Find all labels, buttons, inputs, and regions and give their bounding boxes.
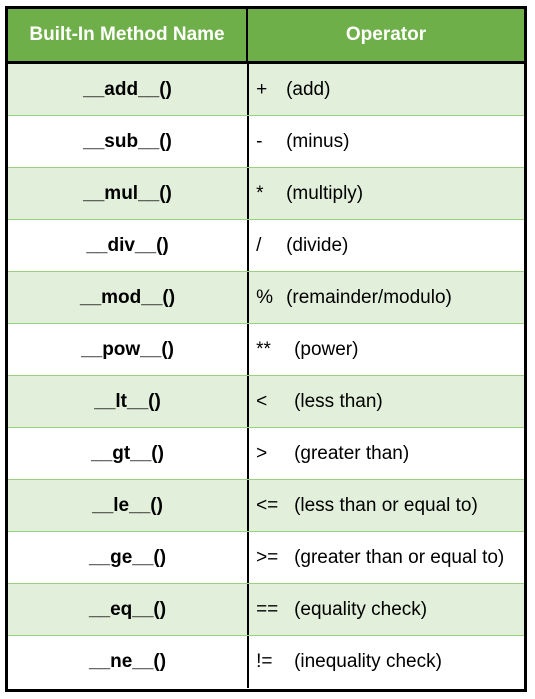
table-row	[8, 324, 524, 376]
table-header-row	[8, 9, 524, 64]
header-operator: Operator	[345, 24, 427, 45]
method-cell: __pow__()	[8, 324, 249, 375]
operator-symbol: /	[256, 234, 262, 256]
operator-cell	[249, 64, 524, 115]
table-row	[8, 428, 524, 480]
operator-symbol: ==	[256, 598, 279, 620]
method-cell: __mod__()	[8, 272, 249, 323]
table-row	[8, 532, 524, 584]
method-cell: __add__()	[8, 64, 249, 115]
operator-cell	[249, 376, 524, 427]
method-cell: __div__()	[8, 220, 249, 271]
method-cell: __le__()	[8, 480, 249, 531]
operator-cell	[249, 220, 524, 271]
operator-description: (remainder/modulo)	[286, 286, 452, 308]
operator-description: (less than or equal to)	[294, 494, 478, 516]
operator-cell	[249, 532, 524, 583]
operator-symbol: %	[256, 286, 273, 308]
method-cell: __gt__()	[8, 428, 249, 479]
operator-cell	[249, 636, 524, 688]
table-row	[8, 116, 524, 168]
operator-description: (greater than or equal to)	[294, 546, 505, 568]
table-row	[8, 64, 524, 116]
operator-table	[5, 6, 527, 692]
table-row	[8, 636, 524, 688]
operator-description: (inequality check)	[294, 651, 442, 672]
operator-cell	[249, 324, 524, 375]
method-cell: __ge__()	[8, 532, 249, 583]
operator-symbol: **	[256, 338, 271, 360]
method-cell: __eq__()	[8, 584, 249, 635]
operator-description: (equality check)	[294, 598, 428, 620]
operator-symbol: +	[256, 78, 268, 100]
operator-description: (power)	[294, 338, 359, 360]
method-cell: __ne__()	[8, 636, 249, 688]
operator-cell	[249, 584, 524, 635]
operator-symbol: -	[256, 130, 263, 152]
operator-cell	[249, 272, 524, 323]
operator-description: (add)	[286, 78, 331, 100]
operator-description: (divide)	[286, 234, 349, 256]
operator-cell	[249, 168, 524, 219]
operator-symbol: *	[256, 182, 264, 204]
header-method-name: Built-In Method Name	[8, 9, 248, 61]
method-cell: __mul__()	[8, 168, 249, 219]
operator-cell	[249, 116, 524, 167]
table-row	[8, 272, 524, 324]
operator-symbol: <	[256, 390, 268, 412]
method-cell: __lt__()	[8, 376, 249, 427]
table-row	[8, 584, 524, 636]
operator-symbol: >	[256, 442, 268, 464]
table-row	[8, 376, 524, 428]
operator-symbol: !=	[256, 651, 273, 672]
operator-symbol: <=	[256, 494, 279, 516]
table-row	[8, 220, 524, 272]
table-row	[8, 168, 524, 220]
operator-description: (greater than)	[294, 442, 410, 464]
operator-description: (multiply)	[286, 182, 364, 204]
operator-symbol: >=	[256, 546, 279, 568]
operator-description: (minus)	[286, 130, 350, 152]
operator-cell	[249, 428, 524, 479]
method-cell: __sub__()	[8, 116, 249, 167]
operator-cell	[249, 480, 524, 531]
operator-description: (less than)	[294, 390, 383, 412]
table-row	[8, 480, 524, 532]
